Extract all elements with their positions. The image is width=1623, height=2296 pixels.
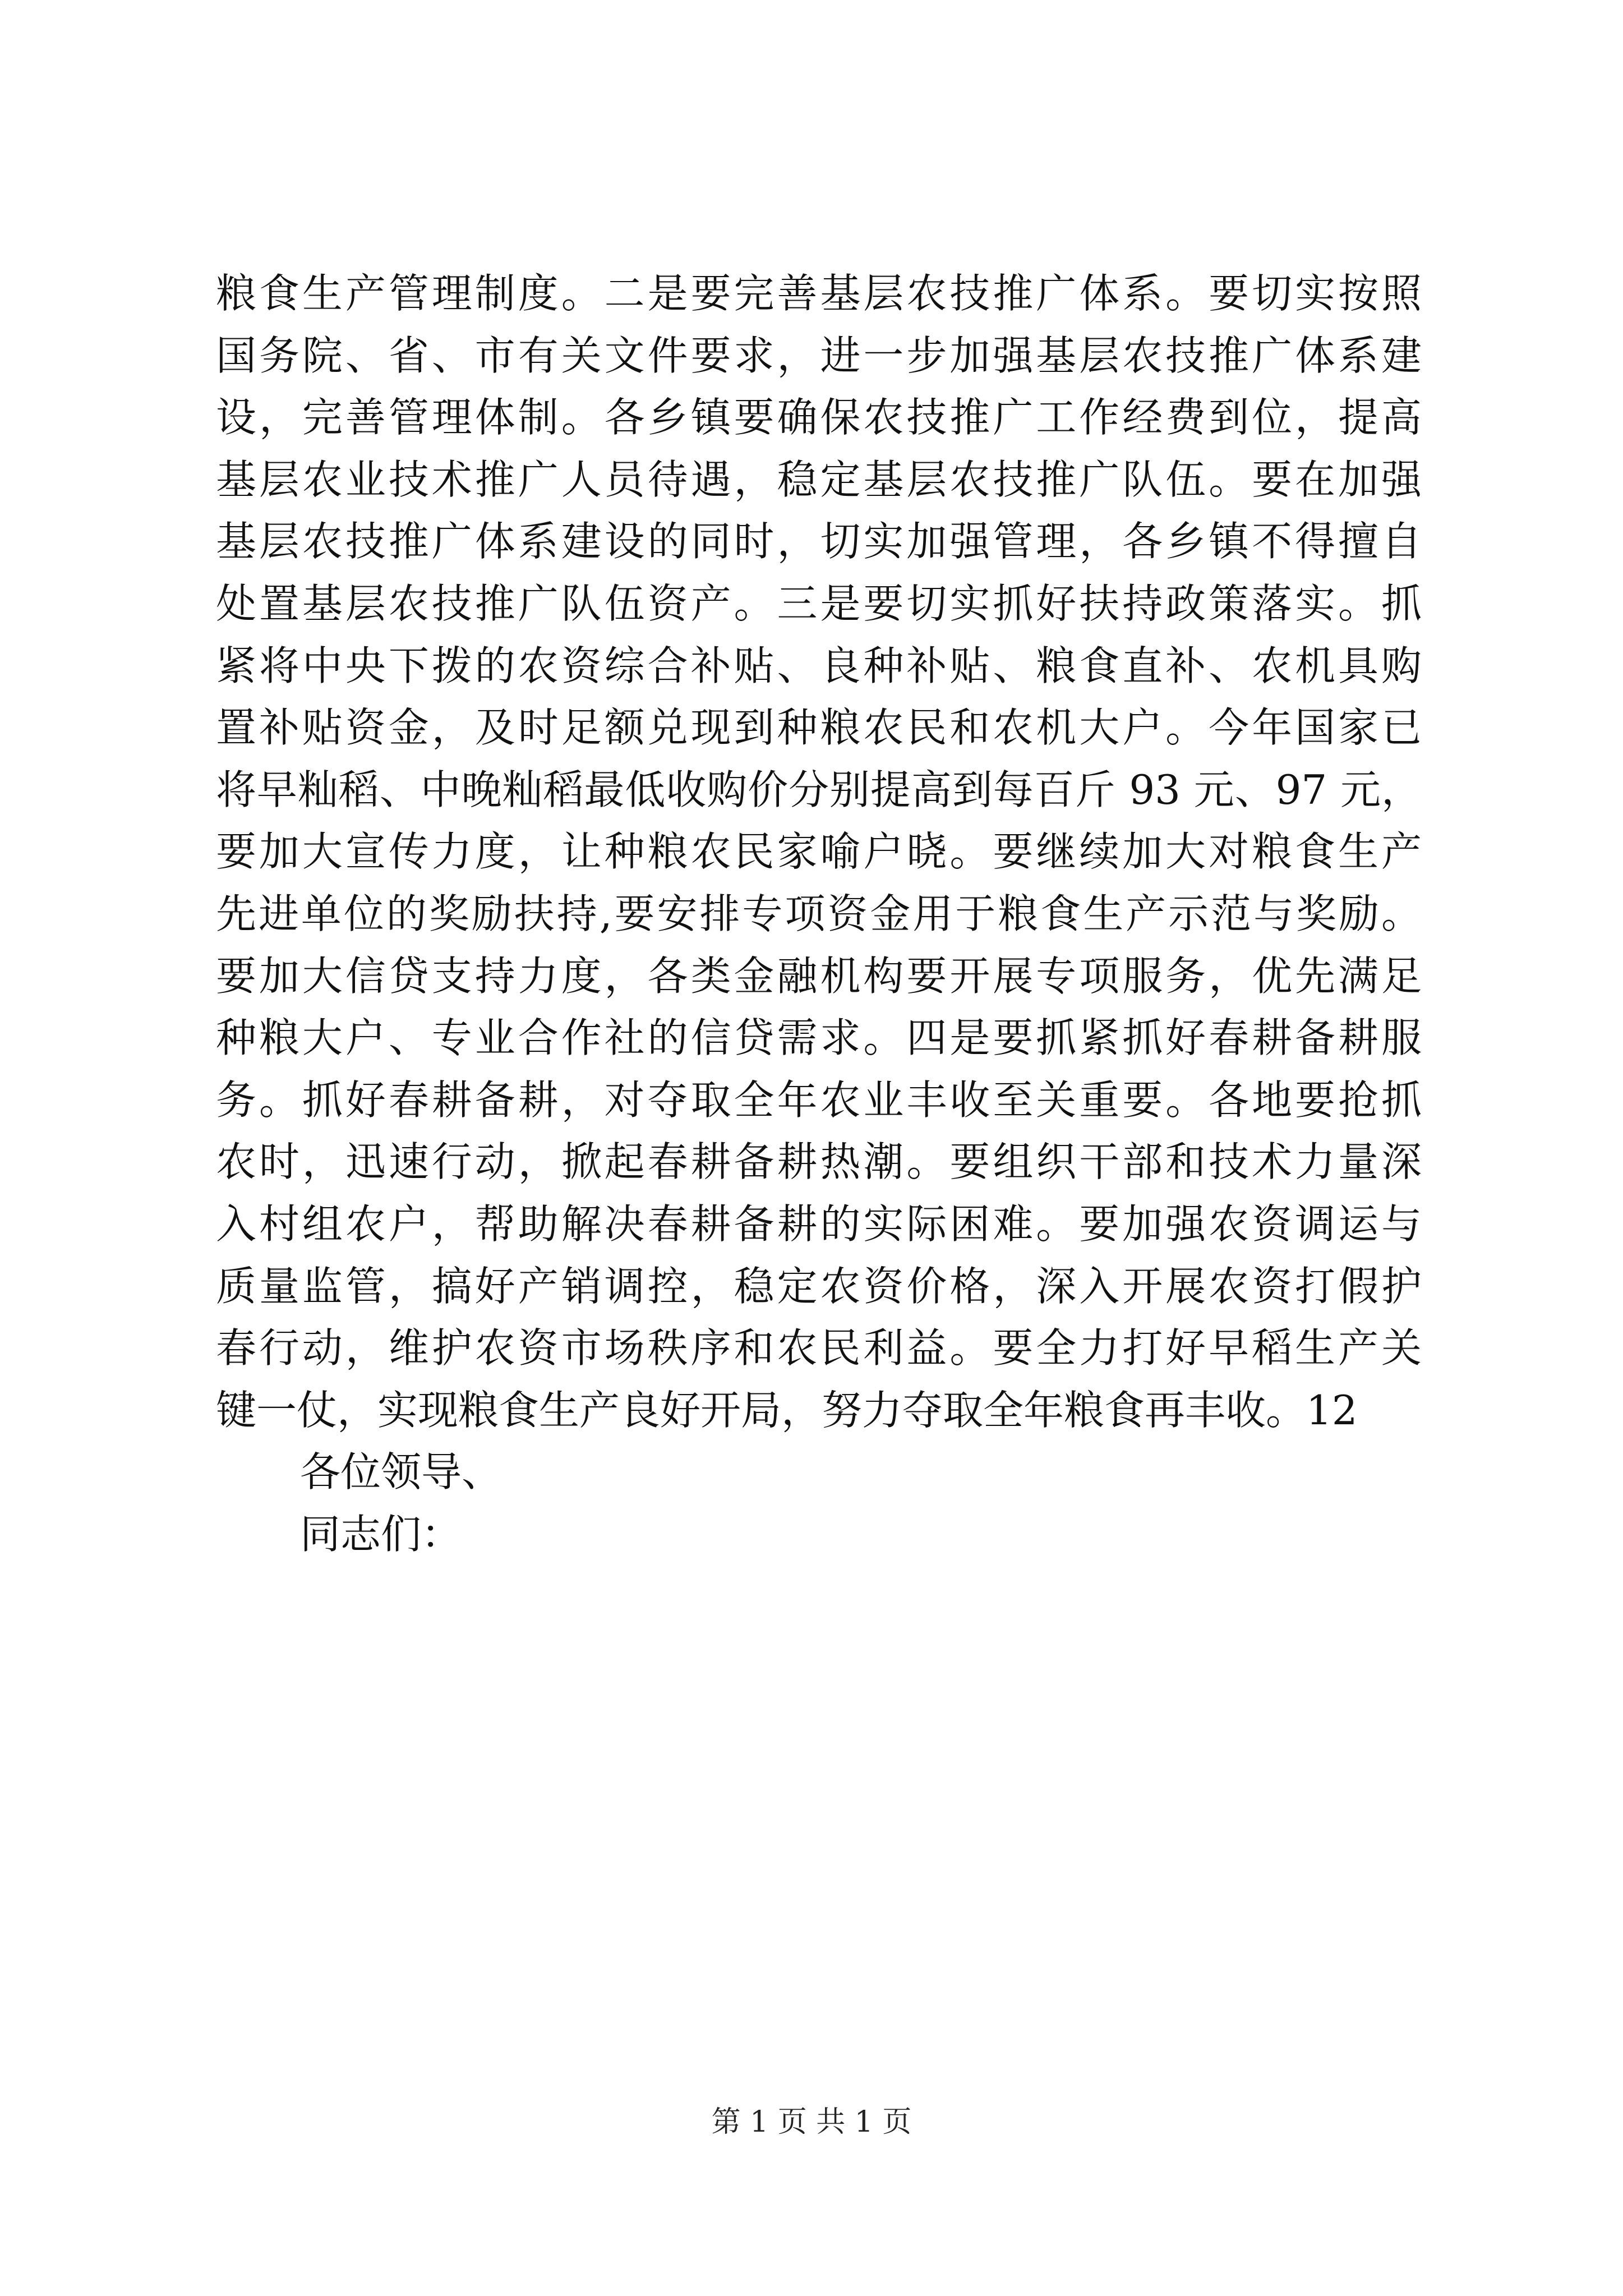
text-line-6: 处置基层农技推广队伍资产。三是要切实抓好扶持政策落实。抓 [216,579,1422,627]
text-line-7: 紧将中央下拨的农资综合补贴、良种补贴、粮食直补、农机具购 [216,642,1422,689]
text-line-15: 农时，迅速行动，掀起春耕备耕热潮。要组织干部和技术力量深 [216,1138,1422,1186]
text-line-9: 将早籼稻、中晚籼稻最低收购价分别提高到每百斤 93 元、97 元， [216,766,1422,813]
salutation-comrades: 同志们： [300,1510,462,1558]
text-line-18: 春行动，维护农资市场秩序和农民利益。要全力打好早稻生产关 [216,1324,1422,1372]
page-number-footer: 第 1 页 共 1 页 [711,2105,912,2139]
salutation-leaders: 各位领导、 [300,1448,502,1496]
text-line-12: 要加大信贷支持力度，各类金融机构要开展专项服务，优先满足 [216,952,1422,1000]
text-line-10: 要加大宣传力度，让种粮农民家喻户晓。要继续加大对粮食生产 [216,828,1422,876]
text-line-2: 国务院、省、市有关文件要求，进一步加强基层农技推广体系建 [216,332,1422,379]
text-line-16: 入村组农户，帮助解决春耕备耕的实际困难。要加强农资调运与 [216,1200,1422,1248]
text-line-4: 基层农业技术推广人员待遇，稳定基层农技推广队伍。要在加强 [216,455,1422,503]
text-line-8: 置补贴资金，及时足额兑现到种粮农民和农机大户。今年国家已 [216,704,1422,752]
text-line-5: 基层农技推广体系建设的同时，切实加强管理，各乡镇不得擅自 [216,518,1422,565]
text-line-3: 设，完善管理体制。各乡镇要确保农技推广工作经费到位，提高 [216,394,1422,441]
text-line-13: 种粮大户、专业合作社的信贷需求。四是要抓紧抓好春耕备耕服 [216,1014,1422,1062]
text-line-11: 先进单位的奖励扶持,要安排专项资金用于粮食生产示范与奖励。 [216,890,1422,937]
text-line-1: 粮食生产管理制度。二是要完善基层农技推广体系。要切实按照 [216,270,1422,317]
text-line-17: 质量监管，搞好产销调控，稳定农资价格，深入开展农资打假护 [216,1262,1422,1310]
text-line-19: 键一仗，实现粮食生产良好开局，努力夺取全年粮食再丰收。12 [216,1386,1358,1434]
text-line-14: 务。抓好春耕备耕，对夺取全年农业丰收至关重要。各地要抢抓 [216,1076,1422,1124]
body-text [216,263,1422,1565]
